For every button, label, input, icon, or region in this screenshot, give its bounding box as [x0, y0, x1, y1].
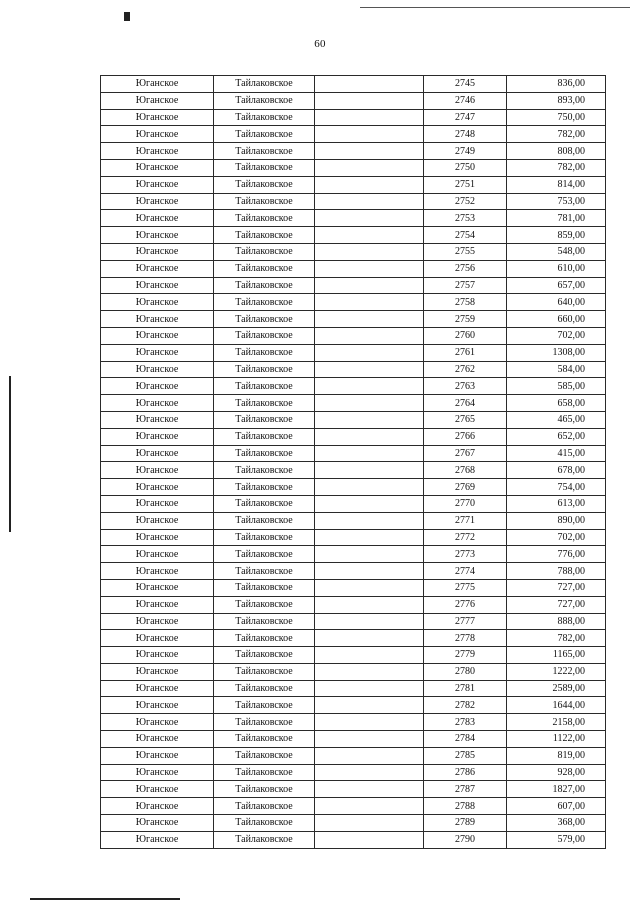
deposit-cell: Юганское [101, 126, 214, 143]
field-cell: Тайлаковское [214, 579, 315, 596]
value-cell: 1122,00 [507, 731, 606, 748]
blank-cell [315, 647, 424, 664]
value-cell: 415,00 [507, 445, 606, 462]
deposit-cell: Юганское [101, 479, 214, 496]
number-cell: 2775 [424, 579, 507, 596]
table-row [101, 697, 606, 714]
field-cell: Тайлаковское [214, 462, 315, 479]
number-cell: 2759 [424, 311, 507, 328]
value-cell: 859,00 [507, 227, 606, 244]
table-row [101, 495, 606, 512]
table-row [101, 159, 606, 176]
table-row [101, 731, 606, 748]
value-cell: 1308,00 [507, 344, 606, 361]
field-cell: Тайлаковское [214, 344, 315, 361]
number-cell: 2754 [424, 227, 507, 244]
blank-cell [315, 731, 424, 748]
blank-cell [315, 193, 424, 210]
number-cell: 2789 [424, 815, 507, 832]
blank-cell [315, 445, 424, 462]
blank-cell [315, 462, 424, 479]
field-cell: Тайлаковское [214, 243, 315, 260]
field-cell: Тайлаковское [214, 479, 315, 496]
blank-cell [315, 344, 424, 361]
deposit-cell: Юганское [101, 143, 214, 160]
deposit-cell: Юганское [101, 630, 214, 647]
table-row [101, 193, 606, 210]
number-cell: 2758 [424, 294, 507, 311]
table-row [101, 714, 606, 731]
table-row [101, 361, 606, 378]
table-row [101, 109, 606, 126]
table-row [101, 579, 606, 596]
field-cell: Тайлаковское [214, 109, 315, 126]
deposit-cell: Юганское [101, 243, 214, 260]
field-cell: Тайлаковское [214, 647, 315, 664]
value-cell: 660,00 [507, 311, 606, 328]
blank-cell [315, 680, 424, 697]
scan-mark-top-left [124, 12, 130, 21]
deposit-cell: Юганское [101, 428, 214, 445]
value-cell: 776,00 [507, 546, 606, 563]
number-cell: 2783 [424, 714, 507, 731]
value-cell: 2158,00 [507, 714, 606, 731]
field-cell: Тайлаковское [214, 227, 315, 244]
number-cell: 2788 [424, 798, 507, 815]
table-row [101, 311, 606, 328]
scan-mark-left-edge [9, 376, 11, 532]
deposit-cell: Юганское [101, 92, 214, 109]
number-cell: 2777 [424, 613, 507, 630]
blank-cell [315, 630, 424, 647]
deposit-cell: Юганское [101, 764, 214, 781]
table-row [101, 126, 606, 143]
number-cell: 2762 [424, 361, 507, 378]
value-cell: 658,00 [507, 395, 606, 412]
deposit-cell: Юганское [101, 663, 214, 680]
field-cell: Тайлаковское [214, 563, 315, 580]
field-cell: Тайлаковское [214, 731, 315, 748]
value-cell: 888,00 [507, 613, 606, 630]
field-cell: Тайлаковское [214, 76, 315, 93]
field-cell: Тайлаковское [214, 176, 315, 193]
field-cell: Тайлаковское [214, 361, 315, 378]
value-cell: 814,00 [507, 176, 606, 193]
value-cell: 585,00 [507, 378, 606, 395]
value-cell: 640,00 [507, 294, 606, 311]
value-cell: 584,00 [507, 361, 606, 378]
value-cell: 782,00 [507, 126, 606, 143]
value-cell: 652,00 [507, 428, 606, 445]
table-row [101, 781, 606, 798]
blank-cell [315, 529, 424, 546]
table-row [101, 445, 606, 462]
field-cell: Тайлаковское [214, 294, 315, 311]
field-cell: Тайлаковское [214, 815, 315, 832]
value-cell: 782,00 [507, 159, 606, 176]
value-cell: 1165,00 [507, 647, 606, 664]
deposit-cell: Юганское [101, 546, 214, 563]
field-cell: Тайлаковское [214, 277, 315, 294]
number-cell: 2746 [424, 92, 507, 109]
number-cell: 2787 [424, 781, 507, 798]
field-cell: Тайлаковское [214, 680, 315, 697]
deposit-cell: Юганское [101, 747, 214, 764]
field-cell: Тайлаковское [214, 613, 315, 630]
blank-cell [315, 697, 424, 714]
number-cell: 2766 [424, 428, 507, 445]
deposit-cell: Юганское [101, 563, 214, 580]
blank-cell [315, 395, 424, 412]
field-cell: Тайлаковское [214, 747, 315, 764]
number-cell: 2745 [424, 76, 507, 93]
table-row [101, 344, 606, 361]
table-row [101, 227, 606, 244]
field-cell: Тайлаковское [214, 445, 315, 462]
number-cell: 2784 [424, 731, 507, 748]
field-cell: Тайлаковское [214, 92, 315, 109]
deposit-cell: Юганское [101, 327, 214, 344]
field-cell: Тайлаковское [214, 663, 315, 680]
page-number: 60 [314, 38, 326, 50]
number-cell: 2755 [424, 243, 507, 260]
blank-cell [315, 126, 424, 143]
number-cell: 2778 [424, 630, 507, 647]
table-row [101, 479, 606, 496]
number-cell: 2763 [424, 378, 507, 395]
number-cell: 2774 [424, 563, 507, 580]
blank-cell [315, 243, 424, 260]
field-cell: Тайлаковское [214, 596, 315, 613]
deposit-cell: Юганское [101, 378, 214, 395]
number-cell: 2751 [424, 176, 507, 193]
deposit-cell: Юганское [101, 361, 214, 378]
deposit-cell: Юганское [101, 411, 214, 428]
number-cell: 2747 [424, 109, 507, 126]
table-row [101, 462, 606, 479]
number-cell: 2764 [424, 395, 507, 412]
field-cell: Тайлаковское [214, 126, 315, 143]
number-cell: 2786 [424, 764, 507, 781]
field-cell: Тайлаковское [214, 260, 315, 277]
deposit-cell: Юганское [101, 445, 214, 462]
table-body [101, 76, 606, 849]
blank-cell [315, 361, 424, 378]
table-row [101, 428, 606, 445]
scan-line-top [360, 7, 630, 8]
table-row [101, 647, 606, 664]
value-cell: 754,00 [507, 479, 606, 496]
blank-cell [315, 159, 424, 176]
number-cell: 2773 [424, 546, 507, 563]
value-cell: 727,00 [507, 596, 606, 613]
blank-cell [315, 512, 424, 529]
field-cell: Тайлаковское [214, 395, 315, 412]
deposit-cell: Юганское [101, 277, 214, 294]
value-cell: 836,00 [507, 76, 606, 93]
number-cell: 2771 [424, 512, 507, 529]
number-cell: 2779 [424, 647, 507, 664]
field-cell: Тайлаковское [214, 781, 315, 798]
deposit-cell: Юганское [101, 697, 214, 714]
table-row [101, 815, 606, 832]
table-row [101, 176, 606, 193]
blank-cell [315, 311, 424, 328]
blank-cell [315, 479, 424, 496]
value-cell: 1644,00 [507, 697, 606, 714]
table-row [101, 378, 606, 395]
field-cell: Тайлаковское [214, 428, 315, 445]
number-cell: 2780 [424, 663, 507, 680]
value-cell: 788,00 [507, 563, 606, 580]
deposit-cell: Юганское [101, 294, 214, 311]
blank-cell [315, 714, 424, 731]
table-row [101, 210, 606, 227]
value-cell: 678,00 [507, 462, 606, 479]
field-cell: Тайлаковское [214, 529, 315, 546]
deposit-cell: Юганское [101, 395, 214, 412]
table-row [101, 596, 606, 613]
field-cell: Тайлаковское [214, 546, 315, 563]
table-row [101, 277, 606, 294]
data-table [100, 75, 606, 849]
number-cell: 2752 [424, 193, 507, 210]
table-row [101, 798, 606, 815]
value-cell: 782,00 [507, 630, 606, 647]
deposit-cell: Юганское [101, 495, 214, 512]
value-cell: 727,00 [507, 579, 606, 596]
blank-cell [315, 579, 424, 596]
number-cell: 2760 [424, 327, 507, 344]
table-row [101, 747, 606, 764]
field-cell: Тайлаковское [214, 630, 315, 647]
value-cell: 465,00 [507, 411, 606, 428]
table-row [101, 546, 606, 563]
deposit-cell: Юганское [101, 714, 214, 731]
table-row [101, 143, 606, 160]
deposit-cell: Юганское [101, 109, 214, 126]
value-cell: 928,00 [507, 764, 606, 781]
field-cell: Тайлаковское [214, 831, 315, 848]
table-row [101, 243, 606, 260]
table-row [101, 630, 606, 647]
field-cell: Тайлаковское [214, 193, 315, 210]
field-cell: Тайлаковское [214, 327, 315, 344]
deposit-cell: Юганское [101, 815, 214, 832]
value-cell: 819,00 [507, 747, 606, 764]
value-cell: 753,00 [507, 193, 606, 210]
deposit-cell: Юганское [101, 76, 214, 93]
blank-cell [315, 747, 424, 764]
value-cell: 1827,00 [507, 781, 606, 798]
value-cell: 368,00 [507, 815, 606, 832]
field-cell: Тайлаковское [214, 495, 315, 512]
number-cell: 2782 [424, 697, 507, 714]
deposit-cell: Юганское [101, 647, 214, 664]
table-row [101, 92, 606, 109]
deposit-cell: Юганское [101, 731, 214, 748]
value-cell: 702,00 [507, 327, 606, 344]
value-cell: 702,00 [507, 529, 606, 546]
deposit-cell: Юганское [101, 579, 214, 596]
table-row [101, 512, 606, 529]
table-row [101, 260, 606, 277]
blank-cell [315, 613, 424, 630]
deposit-cell: Юганское [101, 512, 214, 529]
table-row [101, 680, 606, 697]
blank-cell [315, 277, 424, 294]
value-cell: 548,00 [507, 243, 606, 260]
deposit-cell: Юганское [101, 210, 214, 227]
deposit-cell: Юганское [101, 529, 214, 546]
number-cell: 2749 [424, 143, 507, 160]
field-cell: Тайлаковское [214, 512, 315, 529]
deposit-cell: Юганское [101, 176, 214, 193]
table-row [101, 411, 606, 428]
blank-cell [315, 798, 424, 815]
table-row [101, 327, 606, 344]
blank-cell [315, 210, 424, 227]
value-cell: 890,00 [507, 512, 606, 529]
blank-cell [315, 596, 424, 613]
value-cell: 613,00 [507, 495, 606, 512]
field-cell: Тайлаковское [214, 697, 315, 714]
value-cell: 750,00 [507, 109, 606, 126]
number-cell: 2757 [424, 277, 507, 294]
number-cell: 2768 [424, 462, 507, 479]
table-row [101, 831, 606, 848]
deposit-cell: Юганское [101, 613, 214, 630]
value-cell: 893,00 [507, 92, 606, 109]
number-cell: 2790 [424, 831, 507, 848]
table-row [101, 395, 606, 412]
field-cell: Тайлаковское [214, 378, 315, 395]
field-cell: Тайлаковское [214, 764, 315, 781]
table-row [101, 613, 606, 630]
deposit-cell: Юганское [101, 227, 214, 244]
deposit-cell: Юганское [101, 680, 214, 697]
blank-cell [315, 815, 424, 832]
number-cell: 2750 [424, 159, 507, 176]
blank-cell [315, 428, 424, 445]
number-cell: 2776 [424, 596, 507, 613]
value-cell: 781,00 [507, 210, 606, 227]
field-cell: Тайлаковское [214, 210, 315, 227]
blank-cell [315, 260, 424, 277]
deposit-cell: Юганское [101, 193, 214, 210]
value-cell: 808,00 [507, 143, 606, 160]
blank-cell [315, 663, 424, 680]
number-cell: 2767 [424, 445, 507, 462]
deposit-cell: Юганское [101, 344, 214, 361]
field-cell: Тайлаковское [214, 159, 315, 176]
deposit-cell: Юганское [101, 260, 214, 277]
number-cell: 2770 [424, 495, 507, 512]
table-row [101, 764, 606, 781]
table-row [101, 76, 606, 93]
blank-cell [315, 327, 424, 344]
field-cell: Тайлаковское [214, 311, 315, 328]
value-cell: 2589,00 [507, 680, 606, 697]
deposit-cell: Юганское [101, 596, 214, 613]
blank-cell [315, 294, 424, 311]
number-cell: 2748 [424, 126, 507, 143]
blank-cell [315, 495, 424, 512]
value-cell: 607,00 [507, 798, 606, 815]
blank-cell [315, 92, 424, 109]
blank-cell [315, 563, 424, 580]
value-cell: 1222,00 [507, 663, 606, 680]
number-cell: 2756 [424, 260, 507, 277]
blank-cell [315, 143, 424, 160]
value-cell: 579,00 [507, 831, 606, 848]
value-cell: 657,00 [507, 277, 606, 294]
deposit-cell: Юганское [101, 781, 214, 798]
field-cell: Тайлаковское [214, 798, 315, 815]
deposit-cell: Юганское [101, 311, 214, 328]
scan-line-bottom [30, 898, 180, 900]
field-cell: Тайлаковское [214, 714, 315, 731]
deposit-cell: Юганское [101, 798, 214, 815]
field-cell: Тайлаковское [214, 143, 315, 160]
blank-cell [315, 109, 424, 126]
blank-cell [315, 764, 424, 781]
table-row [101, 563, 606, 580]
blank-cell [315, 176, 424, 193]
field-cell: Тайлаковское [214, 411, 315, 428]
blank-cell [315, 411, 424, 428]
deposit-cell: Юганское [101, 831, 214, 848]
number-cell: 2769 [424, 479, 507, 496]
table-row [101, 663, 606, 680]
blank-cell [315, 781, 424, 798]
blank-cell [315, 378, 424, 395]
blank-cell [315, 227, 424, 244]
deposit-cell: Юганское [101, 462, 214, 479]
number-cell: 2765 [424, 411, 507, 428]
number-cell: 2781 [424, 680, 507, 697]
blank-cell [315, 76, 424, 93]
deposit-cell: Юганское [101, 159, 214, 176]
number-cell: 2761 [424, 344, 507, 361]
blank-cell [315, 831, 424, 848]
blank-cell [315, 546, 424, 563]
number-cell: 2753 [424, 210, 507, 227]
number-cell: 2785 [424, 747, 507, 764]
value-cell: 610,00 [507, 260, 606, 277]
table-row [101, 529, 606, 546]
table-row [101, 294, 606, 311]
number-cell: 2772 [424, 529, 507, 546]
